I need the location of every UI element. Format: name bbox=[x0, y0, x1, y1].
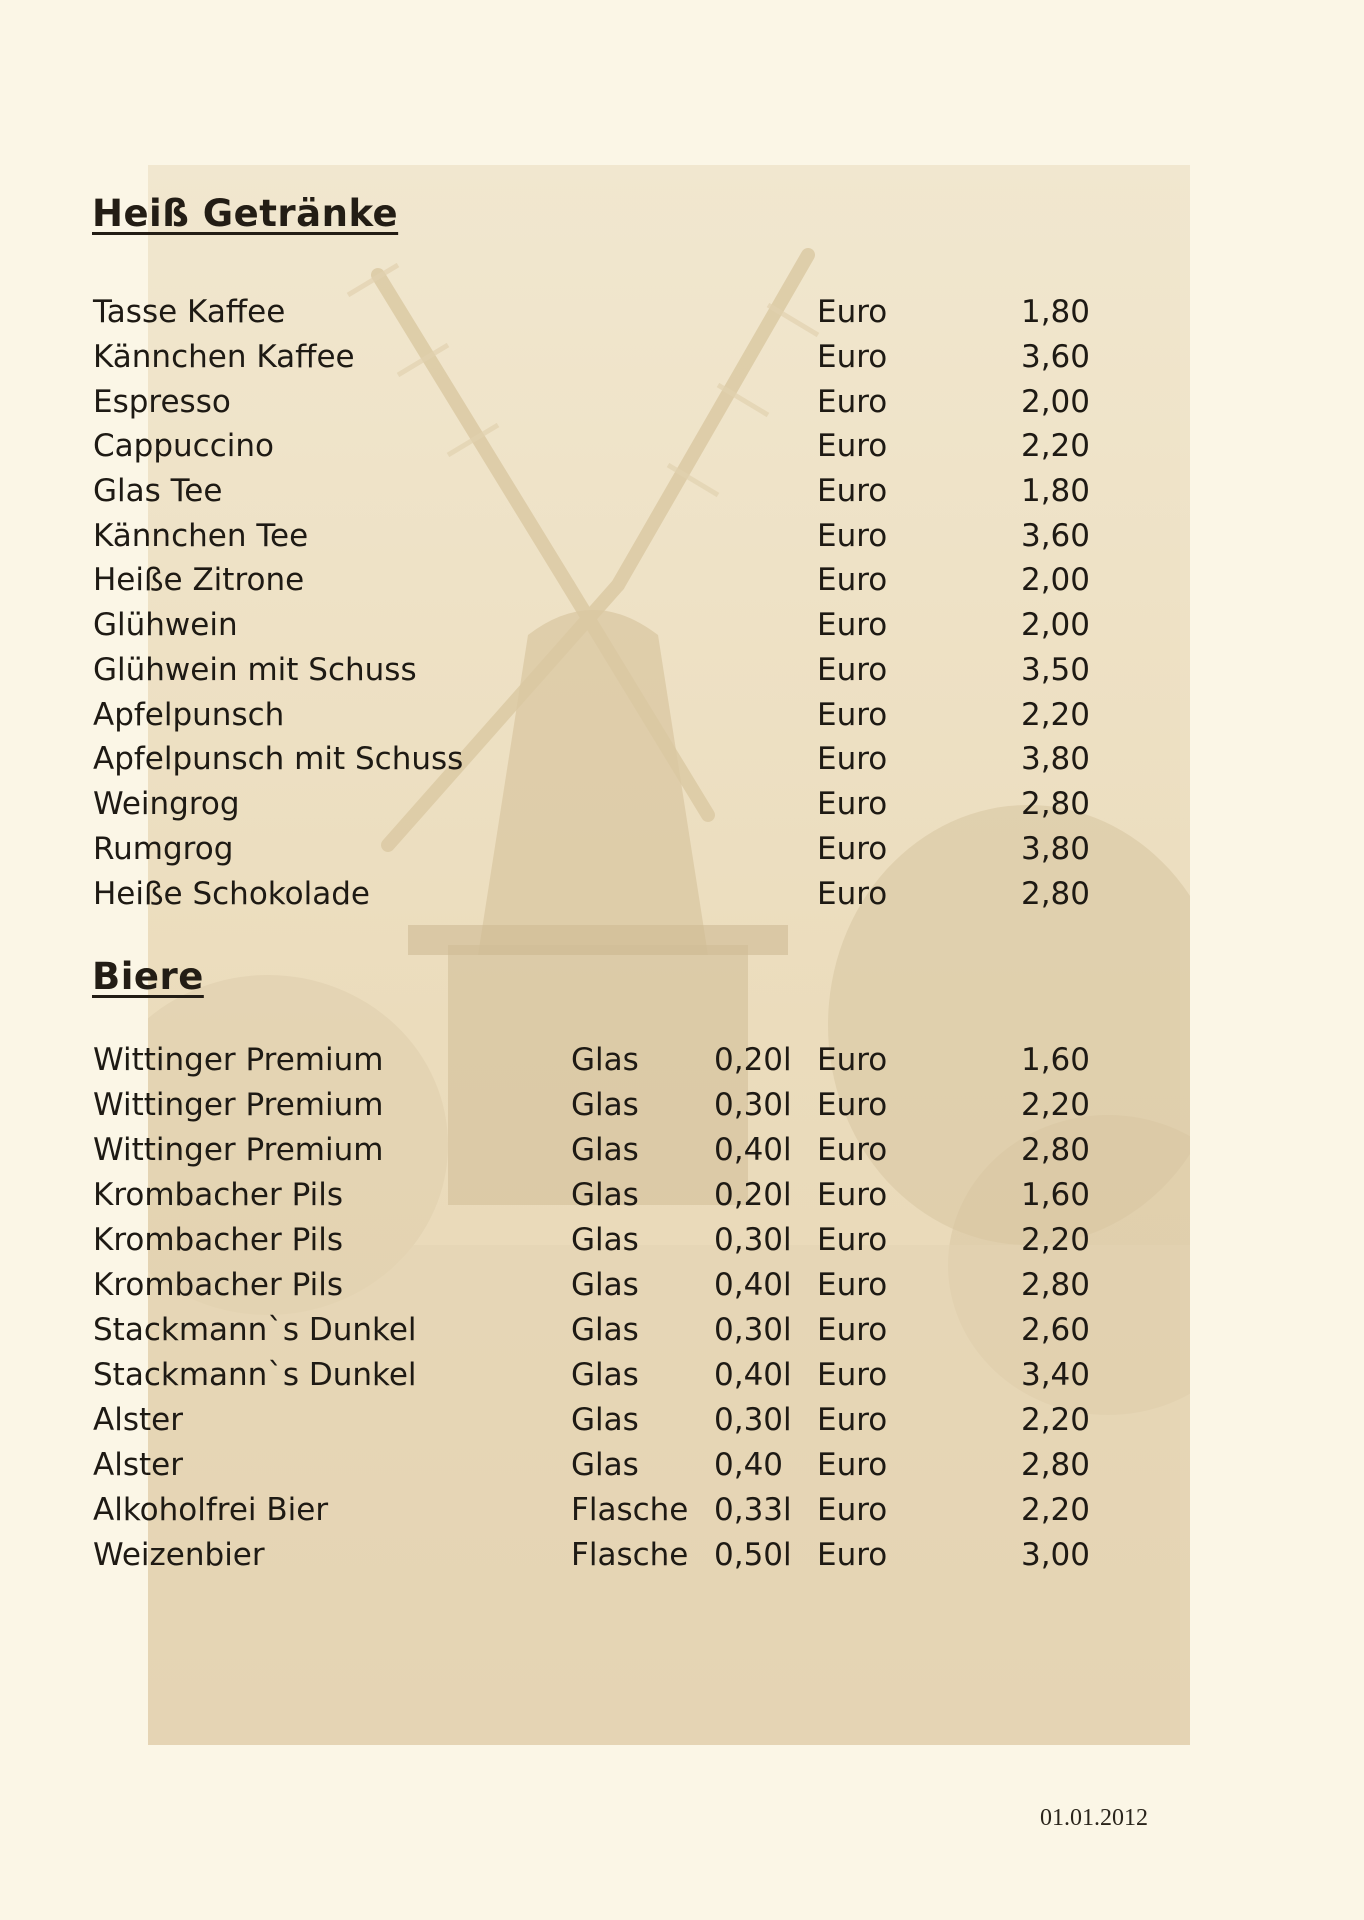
footer-date: 01.01.2012 bbox=[1040, 1805, 1148, 1831]
item-price: 2,20 bbox=[1020, 1402, 1090, 1438]
item-serving: Glas bbox=[571, 1402, 639, 1438]
item-price: 2,20 bbox=[1020, 1492, 1090, 1528]
item-price: 2,80 bbox=[1020, 1132, 1090, 1168]
list-item bbox=[0, 603, 1364, 647]
item-price: 1,60 bbox=[1020, 1177, 1090, 1213]
list-item bbox=[0, 469, 1364, 513]
section-title-hot-drinks: Heiß Getränke bbox=[92, 192, 399, 235]
item-serving: Glas bbox=[571, 1357, 639, 1393]
item-price: 1,80 bbox=[1020, 294, 1090, 330]
item-currency: Euro bbox=[817, 1492, 888, 1528]
item-price: 3,80 bbox=[1020, 831, 1090, 867]
item-currency: Euro bbox=[817, 1132, 888, 1168]
item-price: 2,20 bbox=[1020, 428, 1090, 464]
item-price: 3,00 bbox=[1020, 1537, 1090, 1573]
item-name: Heiße Zitrone bbox=[93, 562, 305, 598]
section-title-beers: Biere bbox=[92, 955, 204, 998]
list-item bbox=[0, 1218, 1364, 1262]
list-item bbox=[0, 558, 1364, 602]
item-currency: Euro bbox=[817, 1357, 888, 1393]
list-item bbox=[0, 424, 1364, 468]
item-price: 2,80 bbox=[1020, 876, 1090, 912]
item-price: 2,20 bbox=[1020, 1087, 1090, 1123]
item-name: Alster bbox=[93, 1447, 183, 1483]
item-name: Krombacher Pils bbox=[93, 1267, 343, 1303]
item-price: 3,40 bbox=[1020, 1357, 1090, 1393]
item-volume: 0,30l bbox=[714, 1222, 792, 1258]
item-volume: 0,20l bbox=[714, 1177, 792, 1213]
item-name: Wittinger Premium bbox=[93, 1087, 384, 1123]
item-price: 3,60 bbox=[1020, 339, 1090, 375]
list-item bbox=[0, 290, 1364, 334]
item-price: 3,50 bbox=[1020, 652, 1090, 688]
item-volume: 0,40l bbox=[714, 1267, 792, 1303]
item-volume: 0,30l bbox=[714, 1402, 792, 1438]
item-currency: Euro bbox=[817, 652, 888, 688]
item-currency: Euro bbox=[817, 1222, 888, 1258]
list-item bbox=[0, 1038, 1364, 1082]
item-volume: 0,33l bbox=[714, 1492, 792, 1528]
list-item bbox=[0, 514, 1364, 558]
item-name: Glühwein mit Schuss bbox=[93, 652, 417, 688]
item-currency: Euro bbox=[817, 831, 888, 867]
item-currency: Euro bbox=[817, 428, 888, 464]
item-name: Alster bbox=[93, 1402, 183, 1438]
list-item bbox=[0, 1398, 1364, 1442]
item-name: Krombacher Pils bbox=[93, 1177, 343, 1213]
item-currency: Euro bbox=[817, 339, 888, 375]
item-serving: Flasche bbox=[571, 1537, 689, 1573]
item-price: 2,00 bbox=[1020, 384, 1090, 420]
list-item bbox=[0, 1128, 1364, 1172]
list-item bbox=[0, 1353, 1364, 1397]
item-serving: Glas bbox=[571, 1042, 639, 1078]
item-price: 1,80 bbox=[1020, 473, 1090, 509]
item-name: Apfelpunsch mit Schuss bbox=[93, 741, 464, 777]
item-currency: Euro bbox=[817, 741, 888, 777]
item-currency: Euro bbox=[817, 1402, 888, 1438]
item-serving: Glas bbox=[571, 1087, 639, 1123]
item-volume: 0,40l bbox=[714, 1132, 792, 1168]
item-volume: 0,40l bbox=[714, 1357, 792, 1393]
list-item bbox=[0, 737, 1364, 781]
list-item bbox=[0, 1308, 1364, 1352]
list-item bbox=[0, 872, 1364, 916]
list-item bbox=[0, 782, 1364, 826]
item-serving: Glas bbox=[571, 1177, 639, 1213]
list-item bbox=[0, 1173, 1364, 1217]
item-price: 2,80 bbox=[1020, 1447, 1090, 1483]
item-name: Heiße Schokolade bbox=[93, 876, 370, 912]
item-name: Rumgrog bbox=[93, 831, 234, 867]
item-price: 2,00 bbox=[1020, 562, 1090, 598]
item-price: 2,20 bbox=[1020, 1222, 1090, 1258]
item-currency: Euro bbox=[817, 294, 888, 330]
item-name: Kännchen Tee bbox=[93, 518, 309, 554]
item-name: Stackmann`s Dunkel bbox=[93, 1357, 417, 1393]
item-serving: Glas bbox=[571, 1267, 639, 1303]
list-item bbox=[0, 1488, 1364, 1532]
item-name: Kännchen Kaffee bbox=[93, 339, 355, 375]
list-item bbox=[0, 335, 1364, 379]
item-serving: Glas bbox=[571, 1222, 639, 1258]
item-name: Tasse Kaffee bbox=[93, 294, 286, 330]
item-name: Wittinger Premium bbox=[93, 1042, 384, 1078]
item-serving: Glas bbox=[571, 1447, 639, 1483]
item-currency: Euro bbox=[817, 1087, 888, 1123]
list-item bbox=[0, 1083, 1364, 1127]
item-currency: Euro bbox=[817, 1177, 888, 1213]
item-serving: Flasche bbox=[571, 1492, 689, 1528]
item-currency: Euro bbox=[817, 1312, 888, 1348]
item-volume: 0,40 bbox=[714, 1447, 784, 1483]
item-name: Glas Tee bbox=[93, 473, 223, 509]
item-name: Cappuccino bbox=[93, 428, 274, 464]
item-currency: Euro bbox=[817, 518, 888, 554]
item-volume: 0,20l bbox=[714, 1042, 792, 1078]
list-item bbox=[0, 648, 1364, 692]
list-item bbox=[0, 1443, 1364, 1487]
item-serving: Glas bbox=[571, 1312, 639, 1348]
item-price: 2,20 bbox=[1020, 697, 1090, 733]
item-volume: 0,30l bbox=[714, 1312, 792, 1348]
item-price: 2,00 bbox=[1020, 607, 1090, 643]
item-currency: Euro bbox=[817, 562, 888, 598]
item-volume: 0,50l bbox=[714, 1537, 792, 1573]
item-price: 2,60 bbox=[1020, 1312, 1090, 1348]
item-name: Alkoholfrei Bier bbox=[93, 1492, 329, 1528]
list-item bbox=[0, 827, 1364, 871]
item-name: Espresso bbox=[93, 384, 231, 420]
item-currency: Euro bbox=[817, 1267, 888, 1303]
list-item bbox=[0, 1263, 1364, 1307]
item-currency: Euro bbox=[817, 876, 888, 912]
item-name: Glühwein bbox=[93, 607, 238, 643]
item-currency: Euro bbox=[817, 697, 888, 733]
item-name: Krombacher Pils bbox=[93, 1222, 343, 1258]
item-price: 2,80 bbox=[1020, 1267, 1090, 1303]
item-name: Wittinger Premium bbox=[93, 1132, 384, 1168]
list-item bbox=[0, 693, 1364, 737]
item-currency: Euro bbox=[817, 1042, 888, 1078]
list-item bbox=[0, 380, 1364, 424]
item-currency: Euro bbox=[817, 473, 888, 509]
item-currency: Euro bbox=[817, 1447, 888, 1483]
item-volume: 0,30l bbox=[714, 1087, 792, 1123]
item-name: Weizenbier bbox=[93, 1537, 265, 1573]
item-currency: Euro bbox=[817, 384, 888, 420]
item-currency: Euro bbox=[817, 1537, 888, 1573]
item-name: Apfelpunsch bbox=[93, 697, 285, 733]
item-serving: Glas bbox=[571, 1132, 639, 1168]
item-name: Stackmann`s Dunkel bbox=[93, 1312, 417, 1348]
list-item bbox=[0, 1533, 1364, 1577]
item-currency: Euro bbox=[817, 607, 888, 643]
item-name: Weingrog bbox=[93, 786, 240, 822]
item-currency: Euro bbox=[817, 786, 888, 822]
item-price: 3,60 bbox=[1020, 518, 1090, 554]
item-price: 3,80 bbox=[1020, 741, 1090, 777]
item-price: 2,80 bbox=[1020, 786, 1090, 822]
item-price: 1,60 bbox=[1020, 1042, 1090, 1078]
